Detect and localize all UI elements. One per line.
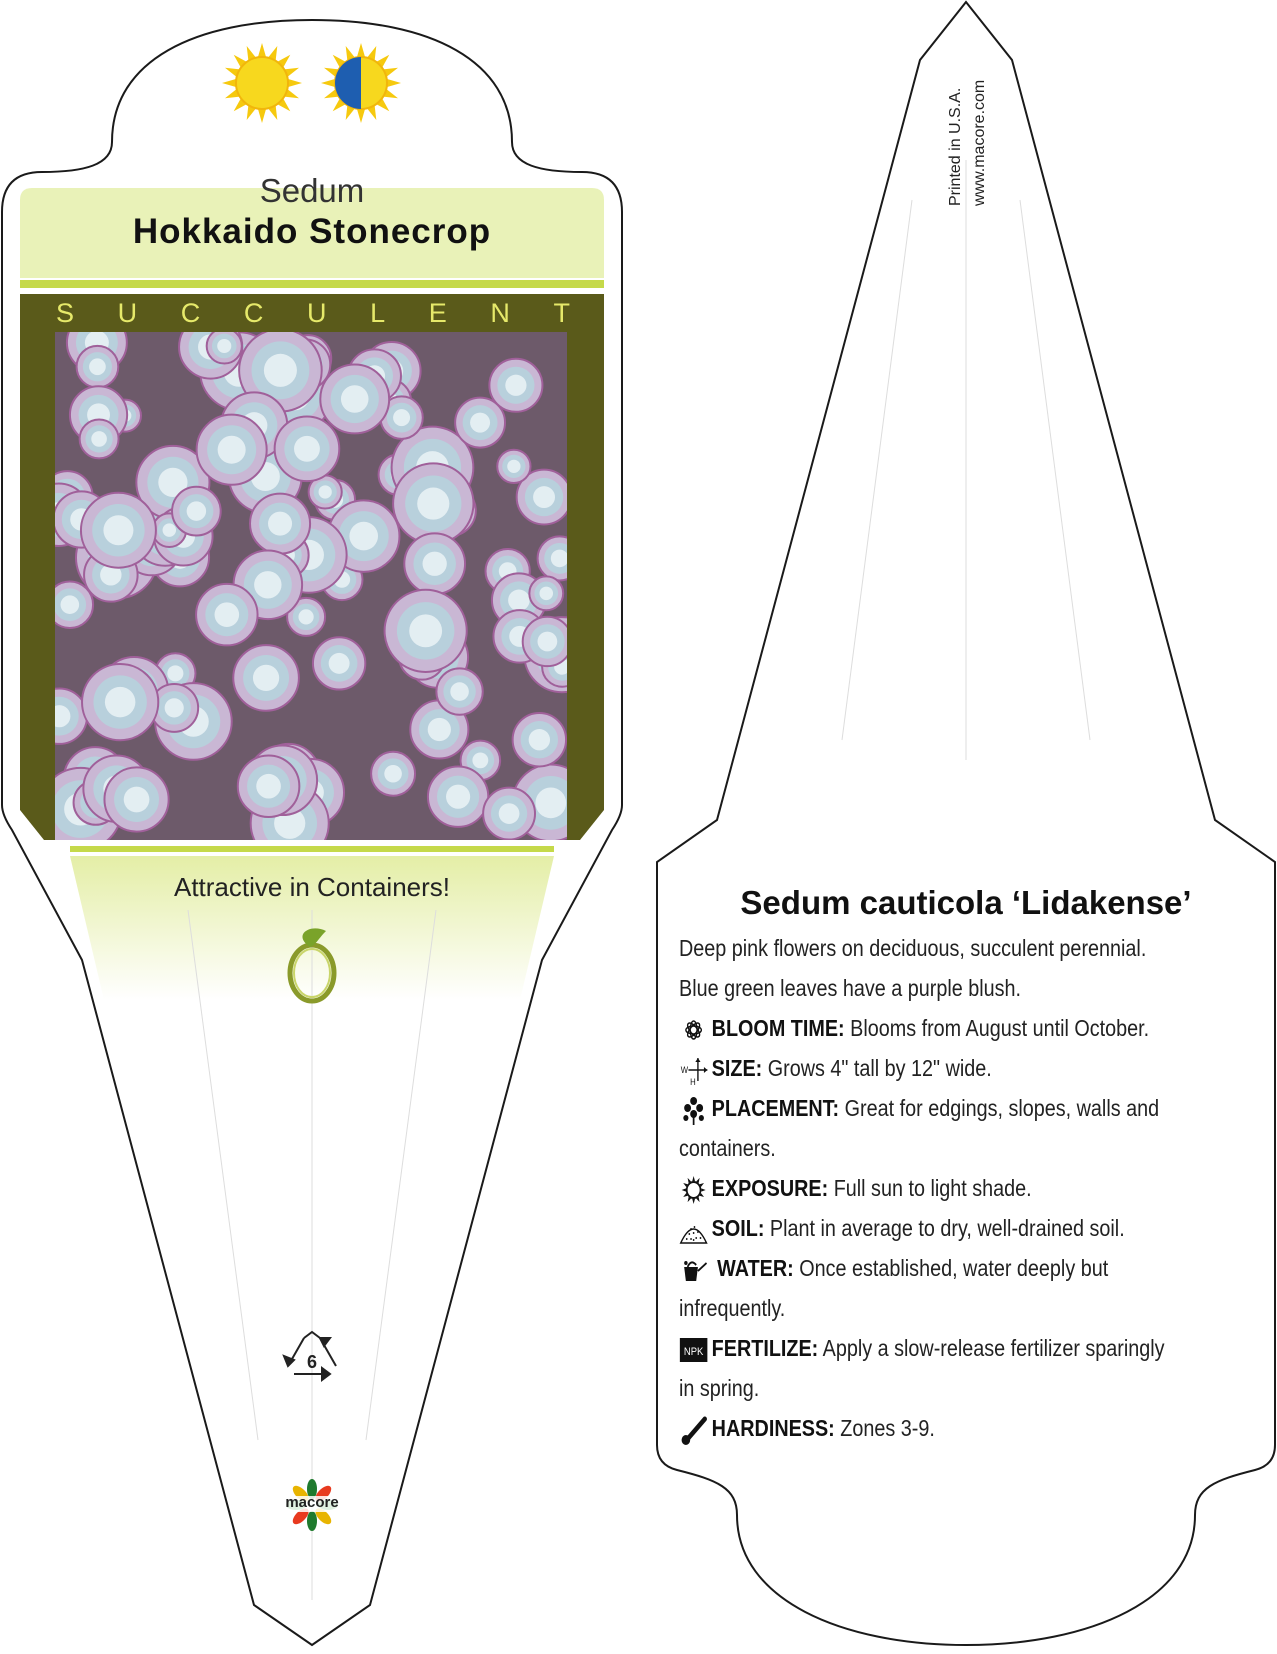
fertilize-text: Apply a slow-release fertilizer sparingly: [822, 1335, 1165, 1361]
fertilize-label: FERTILIZE:: [711, 1335, 819, 1361]
printed-in-usa: Printed in U.S.A.: [947, 87, 964, 206]
rosette: [371, 752, 415, 796]
rosette: [436, 668, 482, 714]
soil-label: SOIL:: [711, 1215, 765, 1241]
bloom-time-text: Blooms from August until October.: [850, 1015, 1150, 1041]
rosette: [428, 767, 488, 827]
plant-description: [679, 928, 1277, 1448]
category-letter: C: [180, 298, 201, 328]
rosette: [483, 788, 535, 840]
description-line-1: Deep pink flowers on deciduous, succulent perennial.: [679, 935, 1147, 961]
soil-text: Plant in average to dry, well-drained soil.: [769, 1215, 1125, 1241]
rosette: [82, 664, 158, 740]
rosette: [233, 645, 299, 711]
category-letter: E: [428, 298, 447, 328]
placement-text-continued: containers.: [679, 1135, 776, 1161]
full-sun-icon: [222, 43, 302, 123]
exposure-row: [679, 1168, 1277, 1208]
placement-row: [679, 1088, 1277, 1128]
size-w-glyph: W: [680, 1064, 689, 1076]
rosette: [404, 533, 465, 594]
water-row: [679, 1248, 1277, 1288]
category-letter: L: [370, 298, 386, 328]
part-sun-icon: [321, 43, 401, 123]
lower-stripe: [70, 846, 554, 852]
tagline: Attractive in Containers!: [173, 872, 450, 902]
common-name: Sedum: [259, 172, 365, 209]
rosette: [529, 576, 563, 610]
rosette: [275, 416, 340, 481]
recycle-number: 6: [306, 1352, 317, 1372]
category-letter: T: [553, 298, 570, 328]
placement-text: Great for edgings, slopes, walls and: [844, 1095, 1160, 1121]
size-label: SIZE:: [711, 1055, 763, 1081]
soil-row: [679, 1208, 1277, 1248]
npk-fertilizer-icon: [679, 1335, 708, 1365]
name-band-stripe: [20, 280, 604, 288]
size-arrows-icon: [679, 1055, 708, 1085]
rosette: [393, 463, 473, 543]
rosette: [80, 419, 119, 458]
rosette: [385, 590, 467, 672]
water-text-continued: infrequently.: [679, 1295, 786, 1321]
size-h-glyph: H: [690, 1076, 696, 1085]
cultivar-name: Hokkaido Stonecrop: [132, 212, 492, 251]
rosette: [320, 365, 389, 434]
rosette: [172, 487, 221, 536]
category-letter: U: [117, 298, 138, 328]
water-text: Once established, water deeply but: [799, 1255, 1109, 1281]
rosette: [489, 359, 542, 412]
thermometer-icon: [679, 1415, 708, 1445]
bloom-time-row: [679, 1008, 1277, 1048]
fertilize-text-continued: in spring.: [679, 1375, 760, 1401]
hardiness-label: HARDINESS:: [711, 1415, 835, 1441]
rosette: [207, 328, 242, 363]
placement-label: PLACEMENT:: [711, 1095, 840, 1121]
rosette: [104, 767, 168, 831]
category-letter: C: [243, 298, 264, 328]
watering-can-icon: [679, 1255, 708, 1285]
fertilize-row: [679, 1328, 1277, 1368]
category-label: [56, 298, 570, 329]
hardiness-text: Zones 3-9.: [840, 1415, 935, 1441]
exposure-label: EXPOSURE:: [711, 1175, 829, 1201]
sun-icon: [679, 1175, 708, 1205]
bloom-time-label: BLOOM TIME:: [711, 1015, 845, 1041]
water-label: WATER:: [717, 1255, 794, 1281]
placement-flowers-icon: [679, 1095, 708, 1125]
brand-logo-text: macore: [285, 1494, 339, 1511]
size-text: Grows 4" tall by 12" wide.: [767, 1055, 992, 1081]
rosette: [238, 755, 300, 817]
npk-glyph: NPK: [683, 1346, 704, 1359]
rosette: [197, 415, 267, 485]
category-letter: S: [56, 298, 75, 328]
rosette: [513, 713, 566, 766]
rosette: [81, 493, 156, 568]
rosette: [250, 494, 310, 554]
category-letter: N: [490, 298, 510, 328]
botanical-name: Sedum cauticola ‘Lidakense’: [740, 884, 1192, 921]
rosette: [196, 584, 257, 645]
soil-pile-icon: [679, 1215, 708, 1245]
flower-icon: [679, 1015, 708, 1045]
website: www.macore.com: [971, 79, 988, 206]
description-line-2: Blue green leaves have a purple blush.: [679, 975, 1021, 1001]
exposure-text: Full sun to light shade.: [833, 1175, 1032, 1201]
hardiness-row: [679, 1408, 1277, 1448]
rosette: [313, 637, 365, 689]
rosette: [77, 346, 119, 388]
size-row: [679, 1048, 1277, 1088]
category-letter: U: [306, 298, 327, 328]
rosette: [523, 617, 572, 666]
rosette: [497, 450, 530, 483]
